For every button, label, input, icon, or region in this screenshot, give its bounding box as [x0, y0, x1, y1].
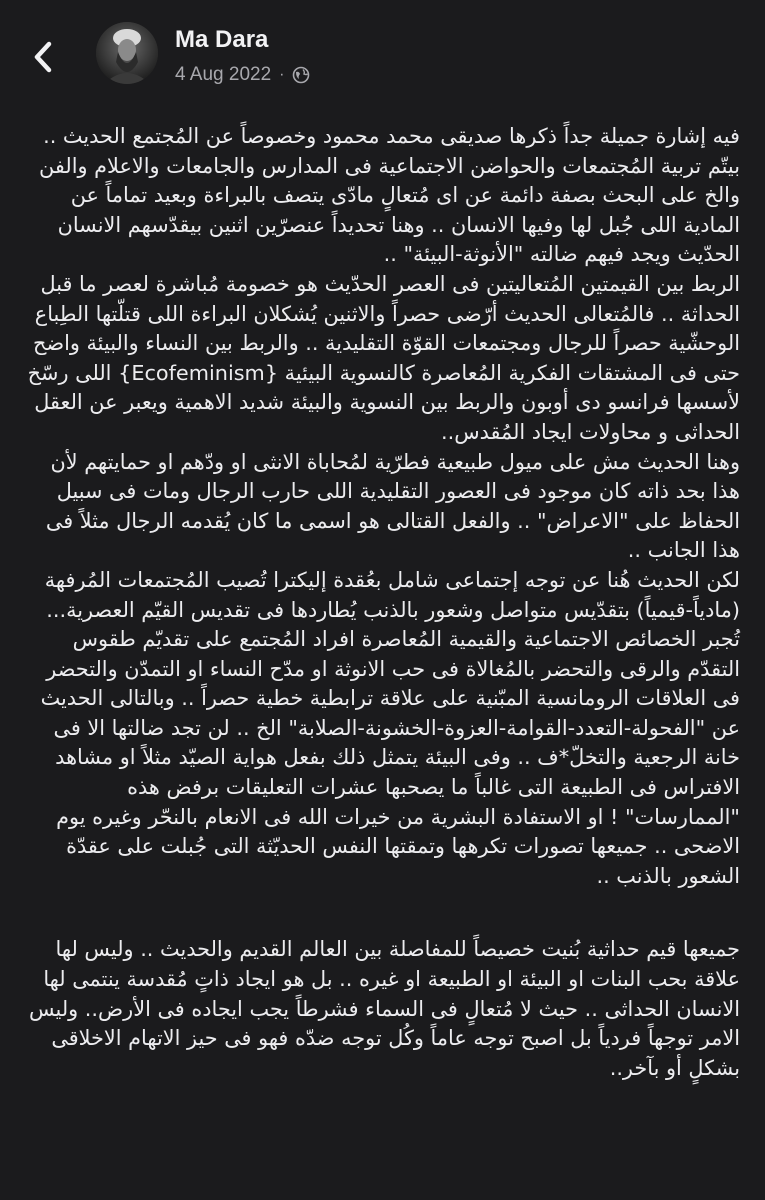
- post-paragraph: فيه إشارة جميلة جداً ذكرها صديقى محمد محمود وخصوصاً عن المُجتمع الحديث .. بيتّم تربية المُجتمعات والحواضن الاجتماعية فى المدارس والجامعات والاعلام والفن والخ على البحث بصفة دائمة عن اى مُتعالٍ مادّى يتصف بالبراءة وبعيد تماماً عن المادية اللى جُبل لها وفيها الانسان .. وهنا تحديداً عنصرّين اثنين بيقدّسهم الانسان الحدّيث ويجد فيهم ضالته "الأنوثة-البيئة" ..: [39, 124, 740, 267]
- meta-separator: ·: [279, 66, 285, 83]
- paragraph-spacer: [22, 891, 740, 935]
- post-closing-paragraph: جميعها قيم حداثية بُنيت خصيصاً للمفاصلة بين العالم القديم والحديث .. وليس لها علاقة بحب البنات او البيئة او الطبيعة او غيره .. بل هو ايجاد ذاتٍ مُقدسة ينتمى لها الانسان الحداثى .. حيث لا مُتعالٍ فى السماء فشرطاً يجب ايجاده فى الأرض.. وليس الامر توجهاً فردياً بل اصبح توجه عاماً وكُل توجه ضدّه فهو فى حيز الاتهام الاخلاقى بشكلٍ أو بآخر..: [29, 937, 740, 1080]
- post-paragraph: الربط بين القيمتين المُتعاليتين فى العصر الحدّيث هو خصومة مُباشرة لعصر ما قبل الحداثة .. فالمُتعالى الحديث أرّضى حصراً والاثنين يُشكلان البراءة اللى قتلّتها الطِباع الوحشّية حصراً للرجال ومجتمعات القوّة التقليدية .. والربط بين النساء والبيئة واضح حتى فى المشتقات الفكرية المُعاصرة كالنسوية البيئية {Ecofeminism} اللى رسّخ لأسسها فرانسو دى أوبون والربط بين النسوية والبيئة شديد الاهمية ويعبر عن العقل الحداثى و محاولات ايجاد المُقدس..: [27, 271, 740, 444]
- chevron-left-icon: [32, 40, 54, 74]
- back-button[interactable]: [28, 38, 58, 76]
- avatar[interactable]: [96, 22, 158, 84]
- post-body: [22, 122, 740, 1083]
- post-header: [0, 0, 765, 112]
- post-paragraph: لكن الحديث هُنا عن توجه إجتماعى شامل بعُقدة إليكترا تُصيب المُجتمعات المُرفهة (مادياً-قيمياً) بتقدّيس متواصل وشعور بالذنب يُطاردها فى تقديس القيّم العصرية... تُجبر الخصائص الاجتماعية والقيمية المُعاصرة افراد المُجتمع على تقديّم طقوس التقدّم والرقى والتحضر بالمُغالاة فى حب الانوثة او مدّح النساء او التمدّن والتحضر فى العلاقات الرومانسية المبّنية على علاقة ترابطية خطية حصراً .. وبالتالى الحديث عن "الفحولة-التعدد-القوامة-العزوة-الخشونة-الصلابة" الخ .. لن تجد ضالتها الا فى خانة الرجعية والتخلّ*ف .. وفى البيئة يتمثل ذلك بفعل هواية الصيّد مثلاً او مشاهد الافتراس فى الطبيعة التى غالباً ما يصحبها عشرات التعليقات برفض هذه "الممارسات" ! او الاستفادة البشرية من خيرات الله فى الانعام بالنحّر وغيره يوم الاضحى .. جميعها تصورات تكرهها وتمقتها النفس الحديّثة التى جُبلت على عقدّة الشعور بالذنب ..: [40, 567, 740, 888]
- author-name[interactable]: Ma Dara: [175, 26, 269, 53]
- post-meta: [175, 64, 310, 86]
- avatar-portrait-image: [96, 22, 158, 84]
- post-date[interactable]: 4 Aug 2022: [175, 64, 272, 85]
- globe-icon: [292, 66, 310, 84]
- post-paragraph: وهنا الحديث مش على ميول طبيعية فطرّية لمُحاباة الانثى او ودّهم او حمايتهم لأن هذا بحد ذاته كان موجود فى العصور التقليدية اللى حارب الرجال ومات فى سبيل الحفاظ على "الاعراض" .. والفعل القتالى هو اسمى ما كان يُقدمه الرجال مثلاً فى هذا الجانب ..: [45, 449, 740, 563]
